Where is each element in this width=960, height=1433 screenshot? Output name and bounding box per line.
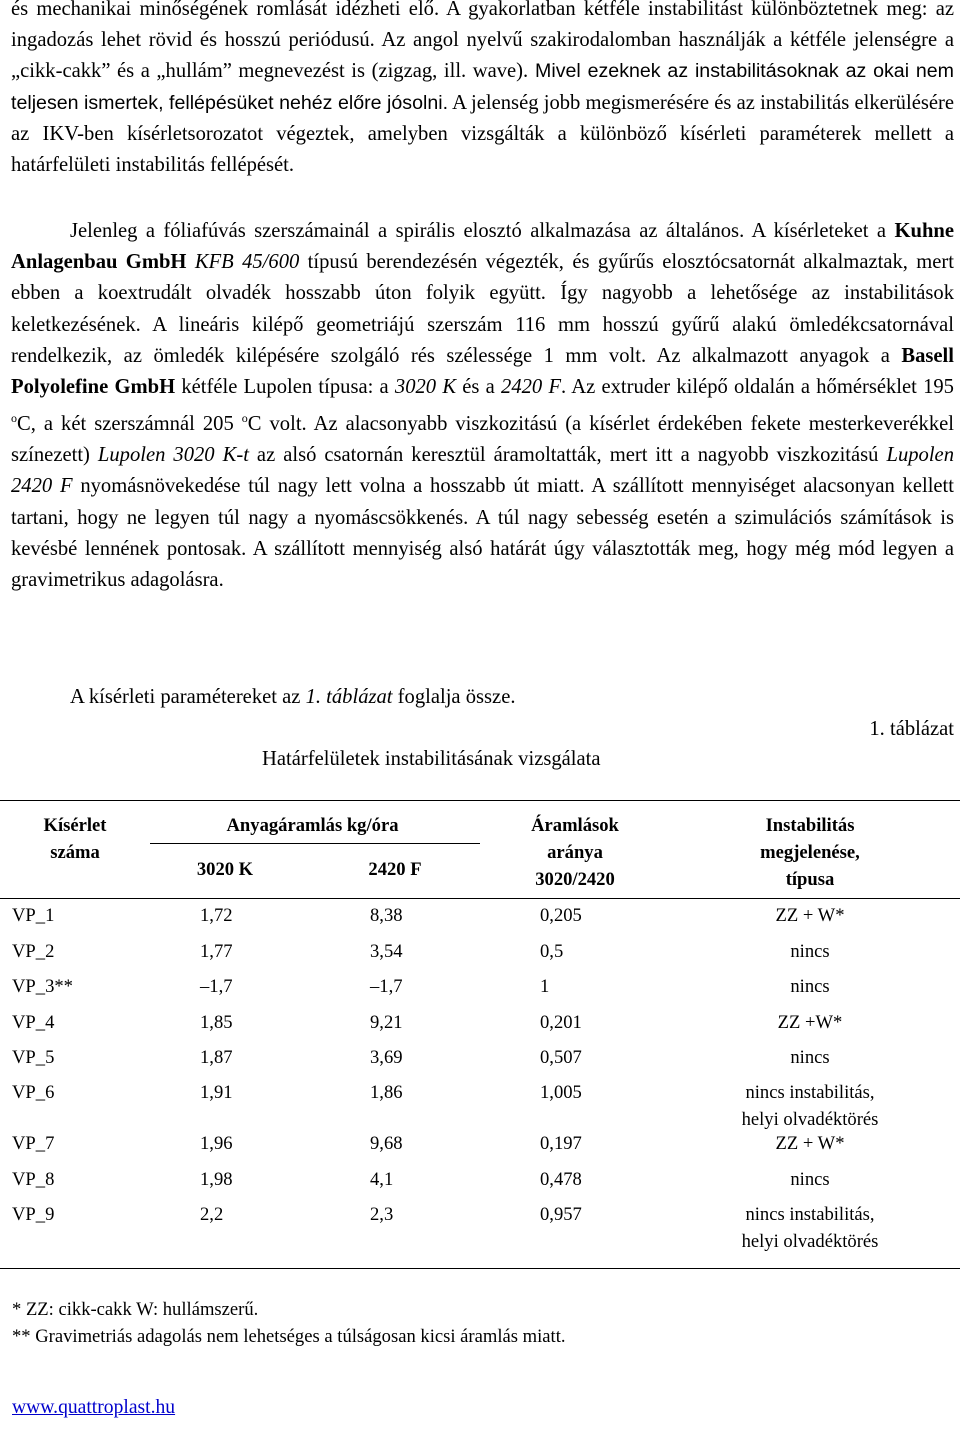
cell-ratio: 0,197 — [540, 1133, 582, 1154]
cell-flow-3020k: 1,98 — [200, 1169, 233, 1190]
machine-type: KFB 45/600 — [194, 251, 300, 274]
table-reference-paragraph: A kísérleti paramétereket az 1. táblázat foglalja össze. — [70, 686, 516, 708]
cell-experiment-id: VP_8 — [12, 1169, 55, 1190]
header-experiment-id: Kísérlet száma — [43, 815, 107, 863]
header-ratio: Áramlások aránya 3020/2420 — [531, 815, 619, 890]
cell-flow-3020k: 1,85 — [200, 1012, 233, 1033]
cell-experiment-id: VP_6 — [12, 1082, 55, 1103]
cell-flow-2420f: 4,1 — [370, 1169, 394, 1190]
cell-experiment-id: VP_2 — [12, 941, 55, 962]
table-reference: 1. táblázat — [305, 686, 393, 708]
cell-flow-3020k: –1,7 — [200, 976, 233, 997]
cell-instability: nincs — [790, 976, 830, 997]
cell-flow-2420f: 2,3 — [370, 1204, 394, 1225]
table-bottom-rule — [0, 1268, 960, 1269]
intro-text-1: és mechanikai minőségének romlását idézheti elő. A gyakorlatban kétféle instabilitást különböztetnek meg: az ingadozás lehet rövid és hosszú periódusú. Az angol nyelvű szakirodalomban használják a kétféle jelenségre a „cikk-cakk” és a „hullám” megnevezést is (zigzag, ill. wave). — [11, 0, 954, 83]
cell-ratio: 0,5 — [540, 941, 564, 962]
cell-flow-3020k: 2,2 — [200, 1204, 224, 1225]
cell-ratio: 0,507 — [540, 1047, 582, 1068]
cell-flow-3020k: 1,96 — [200, 1133, 233, 1154]
cell-flow-3020k: 1,77 — [200, 941, 233, 962]
header-instability: Instabilitás megjelenése, típusa — [760, 815, 860, 890]
footnote-1: * ZZ: cikk-cakk W: hullámszerű. — [12, 1299, 259, 1320]
footnotes — [12, 1296, 942, 1350]
cell-ratio: 0,957 — [540, 1204, 582, 1225]
cell-experiment-id: VP_9 — [12, 1204, 55, 1225]
table-number: 1. táblázat — [869, 718, 954, 740]
cell-flow-2420f: 3,69 — [370, 1047, 403, 1068]
cell-flow-2420f: 9,68 — [370, 1133, 403, 1154]
table-title: Határfelületek instabilitásának vizsgálata — [262, 748, 601, 770]
cell-instability: ZZ + W* — [775, 905, 845, 926]
cell-flow-2420f: 3,54 — [370, 941, 403, 962]
cell-flow-3020k: 1,91 — [200, 1082, 233, 1103]
cell-instability: nincs — [790, 1047, 830, 1068]
intro-paragraph — [11, 0, 954, 181]
cell-instability: nincs instabilitás, helyi olvadéktörés — [741, 1204, 879, 1252]
table-top-rule — [0, 800, 960, 801]
intro-text-3: A jelenség jobb megismerésére és az instabilitás elkerülésére az IKV-ben kísérletsorozatot végeztek, amelyben vizsgálták a különböző kísérleti paraméterek mellett a határfelületi instabilitás fellépését. — [11, 91, 954, 177]
methods-paragraph: Jelenleg a fóliafúvás szerszámainál a spirális elosztó alkalmazása az általános. A kísérleteket a Kuhne Anlagenbau GmbH KFB 45/600 típusú berendezésén végezték, és gyűrűs elosztócsatornát alkalmaztak, mert ebben a koextrudált olvadék hosszabb úton folyik együtt. Így nagyobb a lehetősége az instabilitások keletkezésének. A lineáris kilépő geometriájú szerszám 116 mm hosszú gyűrű alakú ömledékcsatornával rendelkezik, az ömledék kilépésére szolgáló rés szélessége 1 mm volt. Az alkalmazott anyagok a Basell Polyolefine GmbH kétféle Lupolen típusa: a 3020 K és a 2420 F. Az extruder kilépő oldalán a hőmérséklet 195 $^o$C, a két szerszámnál 205 $^o$C volt. Az alacsonyabb viszkozitású (a kísérlet érdekében fekete mesterkeverékkel színezett) Lupolen 3020 K-t az alsó csatornán keresztül áramoltatták, mert itt a nagyobb viszkozitású Lupolen 2420 F nyomásnövekedése túl nagy lett volna a hosszabb út miatt. A szállított mennyiséget alacsonyan kellett tartani, hogy ne legyen túl nagy a nyomáscsökkenés. A túl nagy sebesség esetén a szimulációs számítások is kevésbé lennének pontosak. A szállított mennyiség alsó határát úgy választották meg, hogy még mód legyen a gravimetrikus adagolásra. — [11, 220, 955, 592]
material-2420f: 2420 F — [501, 376, 562, 399]
cell-instability: ZZ +W* — [777, 1012, 843, 1033]
cell-instability: nincs — [790, 941, 830, 962]
cell-instability: nincs — [790, 1169, 830, 1190]
lupolen-2420f: Lupolen 2420 F — [11, 444, 954, 498]
header-bottom-rule — [0, 898, 960, 899]
cell-ratio: 1,005 — [540, 1082, 582, 1103]
company-basell: Basell Polyolefine GmbH — [11, 344, 954, 399]
cell-flow-2420f: 9,21 — [370, 1012, 403, 1033]
cell-instability: nincs instabilitás, helyi olvadéktörés — [741, 1082, 879, 1130]
cell-flow-3020k: 1,87 — [200, 1047, 233, 1068]
header-subrule — [150, 843, 480, 844]
footer-website-link[interactable]: www.quattroplast.hu — [12, 1397, 176, 1418]
company-kuhne: Kuhne Anlagenbau GmbH — [11, 220, 954, 274]
lupolen-3020k: Lupolen 3020 K-t — [97, 444, 249, 467]
cell-ratio: 1 — [540, 976, 550, 997]
cell-experiment-id: VP_3** — [12, 976, 73, 997]
cell-experiment-id: VP_4 — [12, 1012, 55, 1033]
header-flow-3020k: 3020 K — [196, 859, 254, 880]
intro-text-2: Mivel ezeknek az instabilitásoknak az okai nem teljesen ismertek, fellépésüket nehéz előre jósolni. — [11, 60, 954, 114]
cell-ratio: 0,205 — [540, 905, 582, 926]
cell-experiment-id: VP_5 — [12, 1047, 55, 1068]
cell-experiment-id: VP_7 — [12, 1133, 55, 1154]
cell-ratio: 0,478 — [540, 1169, 582, 1190]
footnote-2: ** Gravimetriás adagolás nem lehetséges a túlságosan kicsi áramlás miatt. — [12, 1326, 566, 1347]
cell-flow-2420f: 8,38 — [370, 905, 403, 926]
cell-instability: ZZ + W* — [775, 1133, 845, 1154]
cell-ratio: 0,201 — [540, 1012, 582, 1033]
material-3020k: 3020 K — [394, 376, 457, 399]
header-flow-2420f: 2420 F — [368, 859, 422, 880]
cell-experiment-id: VP_1 — [12, 905, 55, 926]
cell-flow-3020k: 1,72 — [200, 905, 233, 926]
cell-flow-2420f: –1,7 — [370, 976, 403, 997]
header-flow-group: Anyagáramlás kg/óra — [226, 815, 399, 836]
cell-flow-2420f: 1,86 — [370, 1082, 403, 1103]
